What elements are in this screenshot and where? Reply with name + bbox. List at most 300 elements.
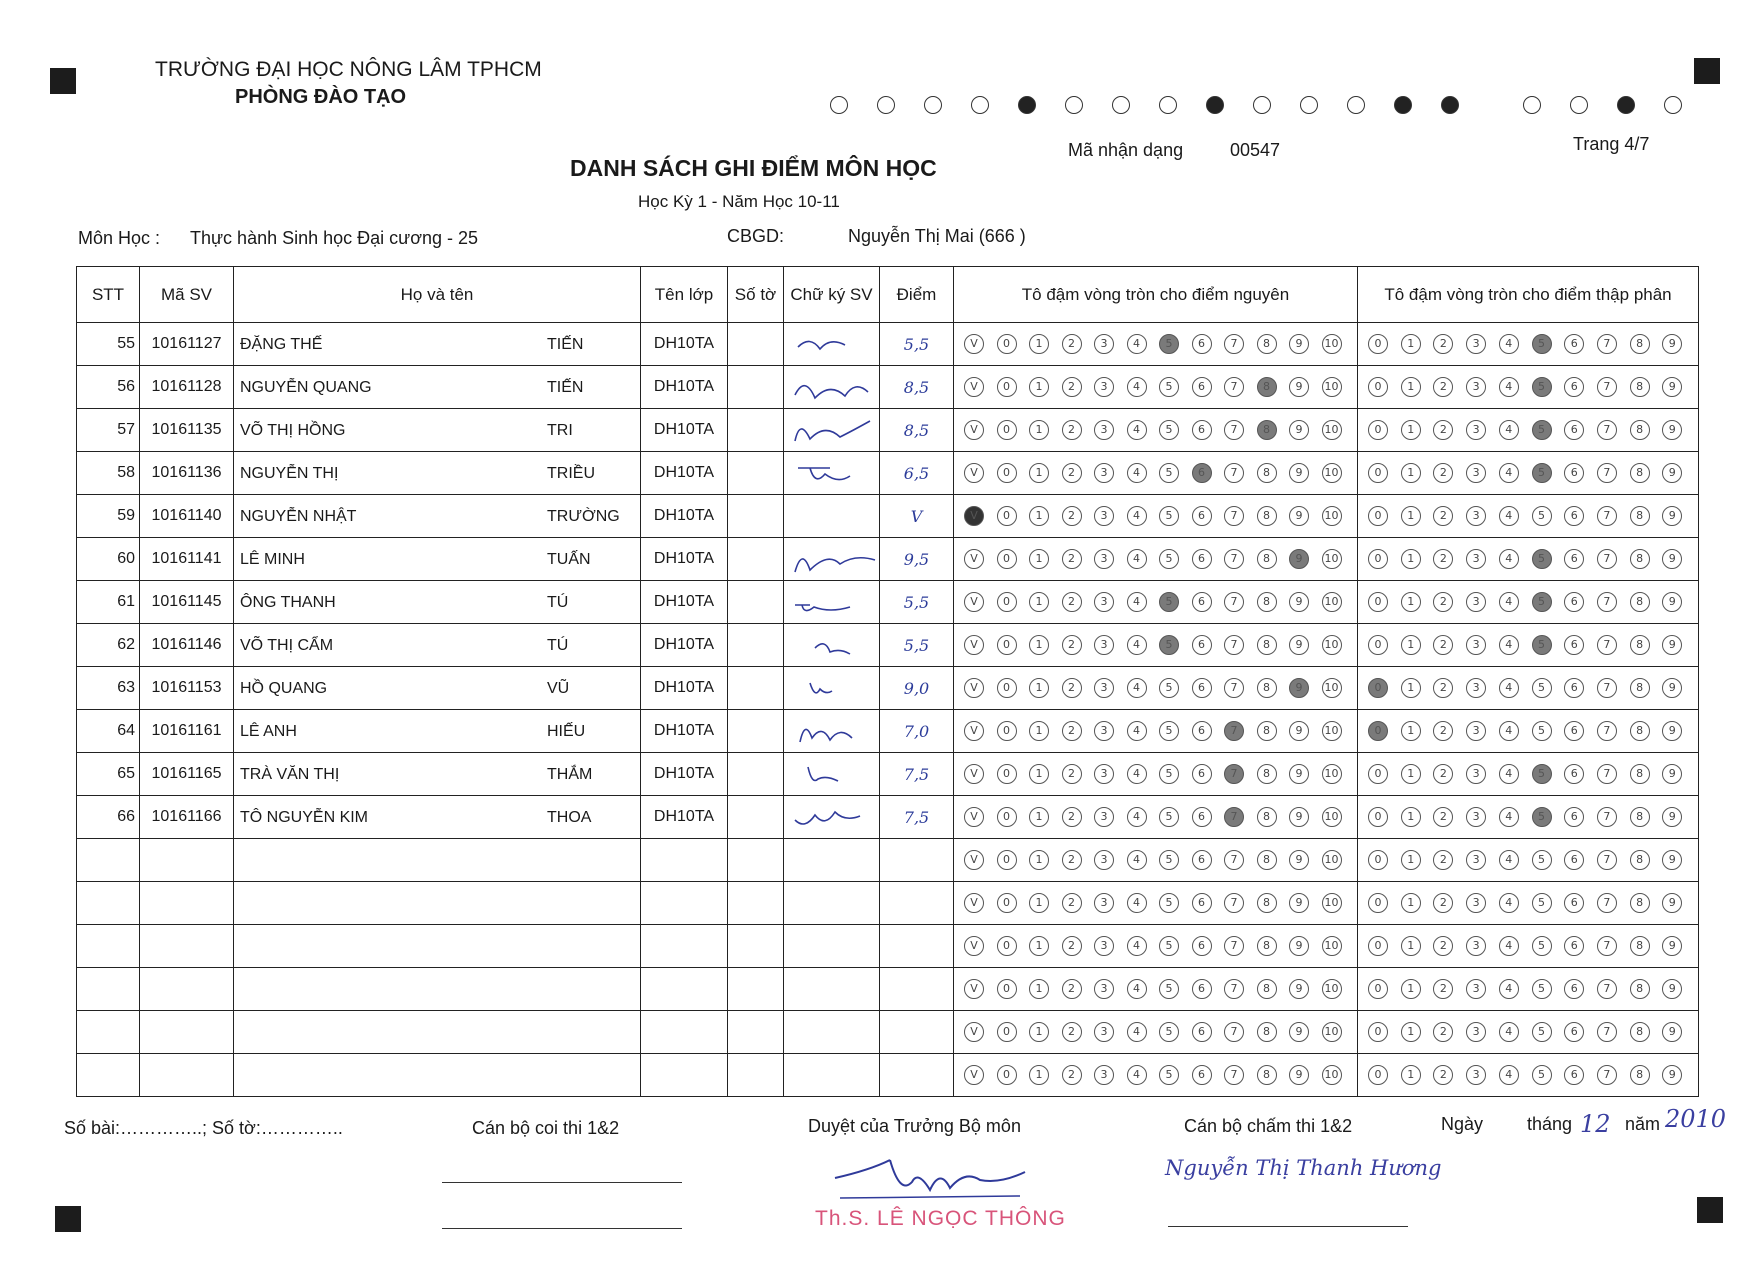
integer-bubble[interactable]: 6	[1192, 936, 1212, 956]
integer-bubble[interactable]: 6	[1192, 979, 1212, 999]
decimal-bubble[interactable]: 4	[1499, 893, 1519, 913]
integer-bubble[interactable]: 6	[1192, 1022, 1212, 1042]
integer-bubble[interactable]: 3	[1094, 1022, 1114, 1042]
integer-bubble[interactable]: 3	[1094, 506, 1114, 526]
integer-bubble[interactable]: 0	[997, 506, 1017, 526]
integer-bubble[interactable]: 1	[1029, 764, 1049, 784]
decimal-bubble[interactable]: 3	[1466, 592, 1486, 612]
decimal-bubble[interactable]: 2	[1433, 850, 1453, 870]
integer-bubble[interactable]: 6	[1192, 850, 1212, 870]
integer-bubble[interactable]: 2	[1062, 850, 1082, 870]
integer-bubble[interactable]: 1	[1029, 334, 1049, 354]
decimal-bubble[interactable]: 9	[1662, 850, 1682, 870]
integer-bubble[interactable]: 4	[1127, 1065, 1147, 1085]
decimal-bubble[interactable]: 2	[1433, 592, 1453, 612]
integer-bubble[interactable]: 10	[1322, 463, 1342, 483]
integer-bubble[interactable]: 4	[1127, 592, 1147, 612]
integer-bubble[interactable]: 9	[1289, 506, 1309, 526]
integer-bubble[interactable]: 8	[1257, 334, 1277, 354]
integer-bubble[interactable]: V	[964, 334, 984, 354]
decimal-bubble[interactable]: 6	[1564, 850, 1584, 870]
decimal-bubble[interactable]: 1	[1401, 893, 1421, 913]
decimal-bubble[interactable]: 8	[1630, 721, 1650, 741]
decimal-bubble[interactable]: 8	[1630, 850, 1650, 870]
integer-bubble[interactable]: 5	[1159, 936, 1179, 956]
integer-bubble[interactable]: 1	[1029, 420, 1049, 440]
decimal-bubble[interactable]: 7	[1597, 635, 1617, 655]
integer-bubble[interactable]: 2	[1062, 764, 1082, 784]
integer-bubble[interactable]: 8	[1257, 936, 1277, 956]
decimal-bubble[interactable]: 9	[1662, 463, 1682, 483]
integer-bubble[interactable]: 0	[997, 936, 1017, 956]
integer-bubble[interactable]: 4	[1127, 721, 1147, 741]
integer-bubble[interactable]: 3	[1094, 850, 1114, 870]
decimal-bubble[interactable]: 2	[1433, 1065, 1453, 1085]
integer-bubble[interactable]: 9	[1289, 979, 1309, 999]
decimal-bubble[interactable]: 6	[1564, 334, 1584, 354]
integer-bubble[interactable]: 3	[1094, 1065, 1114, 1085]
integer-bubble[interactable]: 4	[1127, 635, 1147, 655]
decimal-bubble[interactable]: 8	[1630, 549, 1650, 569]
decimal-bubble[interactable]: 9	[1662, 807, 1682, 827]
decimal-bubble[interactable]: 0	[1368, 549, 1388, 569]
integer-bubble[interactable]: 5	[1159, 635, 1179, 655]
integer-bubble[interactable]: 9	[1289, 420, 1309, 440]
decimal-bubble[interactable]: 8	[1630, 506, 1650, 526]
decimal-bubble[interactable]: 2	[1433, 549, 1453, 569]
decimal-bubble[interactable]: 0	[1368, 635, 1388, 655]
integer-bubble[interactable]: 5	[1159, 807, 1179, 827]
decimal-bubble[interactable]: 7	[1597, 506, 1617, 526]
decimal-bubble[interactable]: 1	[1401, 549, 1421, 569]
integer-bubble[interactable]: 5	[1159, 850, 1179, 870]
integer-bubble[interactable]: 0	[997, 592, 1017, 612]
decimal-bubble[interactable]: 4	[1499, 420, 1519, 440]
integer-bubble[interactable]: 4	[1127, 1022, 1147, 1042]
decimal-bubble[interactable]: 4	[1499, 807, 1519, 827]
decimal-bubble[interactable]: 1	[1401, 377, 1421, 397]
decimal-bubble[interactable]: 3	[1466, 678, 1486, 698]
integer-bubble[interactable]: 1	[1029, 463, 1049, 483]
decimal-bubble[interactable]: 1	[1401, 635, 1421, 655]
decimal-bubble[interactable]: 1	[1401, 592, 1421, 612]
integer-bubble[interactable]: 7	[1224, 1065, 1244, 1085]
decimal-bubble[interactable]: 6	[1564, 506, 1584, 526]
decimal-bubble[interactable]: 0	[1368, 592, 1388, 612]
decimal-bubble[interactable]: 5	[1532, 635, 1552, 655]
integer-bubble[interactable]: 5	[1159, 678, 1179, 698]
decimal-bubble[interactable]: 5	[1532, 678, 1552, 698]
integer-bubble[interactable]: 7	[1224, 420, 1244, 440]
integer-bubble[interactable]: 4	[1127, 764, 1147, 784]
integer-bubble[interactable]: 10	[1322, 1022, 1342, 1042]
decimal-bubble[interactable]: 3	[1466, 334, 1486, 354]
integer-bubble[interactable]: V	[964, 850, 984, 870]
decimal-bubble[interactable]: 5	[1532, 893, 1552, 913]
integer-bubble[interactable]: 7	[1224, 721, 1244, 741]
integer-bubble[interactable]: 7	[1224, 592, 1244, 612]
integer-bubble[interactable]: 8	[1257, 1022, 1277, 1042]
integer-bubble[interactable]: V	[964, 807, 984, 827]
integer-bubble[interactable]: 3	[1094, 807, 1114, 827]
integer-bubble[interactable]: 3	[1094, 936, 1114, 956]
decimal-bubble[interactable]: 8	[1630, 1022, 1650, 1042]
integer-bubble[interactable]: 6	[1192, 721, 1212, 741]
integer-bubble[interactable]: 10	[1322, 506, 1342, 526]
integer-bubble[interactable]: 7	[1224, 979, 1244, 999]
decimal-bubble[interactable]: 8	[1630, 334, 1650, 354]
decimal-bubble[interactable]: 9	[1662, 764, 1682, 784]
decimal-bubble[interactable]: 7	[1597, 592, 1617, 612]
decimal-bubble[interactable]: 1	[1401, 420, 1421, 440]
integer-bubble[interactable]: 0	[997, 678, 1017, 698]
decimal-bubble[interactable]: 8	[1630, 463, 1650, 483]
integer-bubble[interactable]: 8	[1257, 979, 1277, 999]
decimal-bubble[interactable]: 2	[1433, 936, 1453, 956]
integer-bubble[interactable]: 5	[1159, 893, 1179, 913]
integer-bubble[interactable]: 1	[1029, 678, 1049, 698]
decimal-bubble[interactable]: 0	[1368, 893, 1388, 913]
integer-bubble[interactable]: 2	[1062, 678, 1082, 698]
integer-bubble[interactable]: 1	[1029, 1065, 1049, 1085]
integer-bubble[interactable]: 0	[997, 1065, 1017, 1085]
integer-bubble[interactable]: 0	[997, 549, 1017, 569]
integer-bubble[interactable]: 0	[997, 979, 1017, 999]
decimal-bubble[interactable]: 4	[1499, 721, 1519, 741]
integer-bubble[interactable]: V	[964, 506, 984, 526]
decimal-bubble[interactable]: 0	[1368, 979, 1388, 999]
integer-bubble[interactable]: 9	[1289, 592, 1309, 612]
decimal-bubble[interactable]: 5	[1532, 420, 1552, 440]
integer-bubble[interactable]: 1	[1029, 1022, 1049, 1042]
decimal-bubble[interactable]: 0	[1368, 1065, 1388, 1085]
integer-bubble[interactable]: 2	[1062, 420, 1082, 440]
decimal-bubble[interactable]: 6	[1564, 463, 1584, 483]
decimal-bubble[interactable]: 0	[1368, 678, 1388, 698]
integer-bubble[interactable]: 3	[1094, 463, 1114, 483]
integer-bubble[interactable]: 8	[1257, 463, 1277, 483]
integer-bubble[interactable]: V	[964, 1022, 984, 1042]
decimal-bubble[interactable]: 4	[1499, 635, 1519, 655]
integer-bubble[interactable]: 7	[1224, 764, 1244, 784]
decimal-bubble[interactable]: 4	[1499, 463, 1519, 483]
integer-bubble[interactable]: 7	[1224, 334, 1244, 354]
integer-bubble[interactable]: 7	[1224, 936, 1244, 956]
integer-bubble[interactable]: 3	[1094, 592, 1114, 612]
decimal-bubble[interactable]: 7	[1597, 936, 1617, 956]
integer-bubble[interactable]: 10	[1322, 850, 1342, 870]
integer-bubble[interactable]: 6	[1192, 463, 1212, 483]
integer-bubble[interactable]: 4	[1127, 420, 1147, 440]
integer-bubble[interactable]: 6	[1192, 506, 1212, 526]
decimal-bubble[interactable]: 3	[1466, 807, 1486, 827]
decimal-bubble[interactable]: 8	[1630, 635, 1650, 655]
integer-bubble[interactable]: V	[964, 635, 984, 655]
decimal-bubble[interactable]: 0	[1368, 936, 1388, 956]
integer-bubble[interactable]: 0	[997, 635, 1017, 655]
integer-bubble[interactable]: 10	[1322, 721, 1342, 741]
decimal-bubble[interactable]: 5	[1532, 592, 1552, 612]
decimal-bubble[interactable]: 2	[1433, 463, 1453, 483]
integer-bubble[interactable]: 4	[1127, 850, 1147, 870]
integer-bubble[interactable]: 2	[1062, 936, 1082, 956]
decimal-bubble[interactable]: 5	[1532, 463, 1552, 483]
integer-bubble[interactable]: 10	[1322, 377, 1342, 397]
integer-bubble[interactable]: 1	[1029, 377, 1049, 397]
integer-bubble[interactable]: 5	[1159, 592, 1179, 612]
decimal-bubble[interactable]: 8	[1630, 936, 1650, 956]
decimal-bubble[interactable]: 8	[1630, 807, 1650, 827]
integer-bubble[interactable]: 3	[1094, 979, 1114, 999]
decimal-bubble[interactable]: 4	[1499, 764, 1519, 784]
integer-bubble[interactable]: 4	[1127, 549, 1147, 569]
decimal-bubble[interactable]: 6	[1564, 721, 1584, 741]
integer-bubble[interactable]: 8	[1257, 807, 1277, 827]
decimal-bubble[interactable]: 5	[1532, 721, 1552, 741]
integer-bubble[interactable]: 7	[1224, 678, 1244, 698]
integer-bubble[interactable]: 6	[1192, 377, 1212, 397]
decimal-bubble[interactable]: 7	[1597, 979, 1617, 999]
integer-bubble[interactable]: 9	[1289, 721, 1309, 741]
decimal-bubble[interactable]: 3	[1466, 893, 1486, 913]
integer-bubble[interactable]: 2	[1062, 334, 1082, 354]
decimal-bubble[interactable]: 3	[1466, 549, 1486, 569]
decimal-bubble[interactable]: 1	[1401, 1022, 1421, 1042]
decimal-bubble[interactable]: 9	[1662, 334, 1682, 354]
integer-bubble[interactable]: V	[964, 678, 984, 698]
decimal-bubble[interactable]: 3	[1466, 377, 1486, 397]
decimal-bubble[interactable]: 2	[1433, 377, 1453, 397]
decimal-bubble[interactable]: 0	[1368, 1022, 1388, 1042]
decimal-bubble[interactable]: 5	[1532, 764, 1552, 784]
integer-bubble[interactable]: 9	[1289, 764, 1309, 784]
integer-bubble[interactable]: 3	[1094, 764, 1114, 784]
decimal-bubble[interactable]: 4	[1499, 592, 1519, 612]
integer-bubble[interactable]: 10	[1322, 893, 1342, 913]
decimal-bubble[interactable]: 4	[1499, 1022, 1519, 1042]
integer-bubble[interactable]: 2	[1062, 807, 1082, 827]
integer-bubble[interactable]: 6	[1192, 893, 1212, 913]
decimal-bubble[interactable]: 6	[1564, 979, 1584, 999]
decimal-bubble[interactable]: 8	[1630, 764, 1650, 784]
decimal-bubble[interactable]: 4	[1499, 334, 1519, 354]
decimal-bubble[interactable]: 8	[1630, 893, 1650, 913]
integer-bubble[interactable]: 10	[1322, 592, 1342, 612]
integer-bubble[interactable]: 9	[1289, 807, 1309, 827]
decimal-bubble[interactable]: 9	[1662, 678, 1682, 698]
decimal-bubble[interactable]: 9	[1662, 893, 1682, 913]
integer-bubble[interactable]: 0	[997, 807, 1017, 827]
integer-bubble[interactable]: 0	[997, 420, 1017, 440]
integer-bubble[interactable]: 7	[1224, 1022, 1244, 1042]
decimal-bubble[interactable]: 3	[1466, 506, 1486, 526]
integer-bubble[interactable]: 10	[1322, 678, 1342, 698]
decimal-bubble[interactable]: 1	[1401, 463, 1421, 483]
integer-bubble[interactable]: 3	[1094, 334, 1114, 354]
decimal-bubble[interactable]: 5	[1532, 936, 1552, 956]
integer-bubble[interactable]: 4	[1127, 678, 1147, 698]
integer-bubble[interactable]: 1	[1029, 506, 1049, 526]
decimal-bubble[interactable]: 8	[1630, 1065, 1650, 1085]
decimal-bubble[interactable]: 2	[1433, 506, 1453, 526]
integer-bubble[interactable]: 5	[1159, 420, 1179, 440]
decimal-bubble[interactable]: 1	[1401, 979, 1421, 999]
integer-bubble[interactable]: 6	[1192, 592, 1212, 612]
integer-bubble[interactable]: 10	[1322, 764, 1342, 784]
integer-bubble[interactable]: 0	[997, 721, 1017, 741]
decimal-bubble[interactable]: 7	[1597, 807, 1617, 827]
integer-bubble[interactable]: V	[964, 377, 984, 397]
integer-bubble[interactable]: 2	[1062, 1022, 1082, 1042]
decimal-bubble[interactable]: 9	[1662, 936, 1682, 956]
integer-bubble[interactable]: 4	[1127, 506, 1147, 526]
integer-bubble[interactable]: 9	[1289, 678, 1309, 698]
integer-bubble[interactable]: 4	[1127, 334, 1147, 354]
decimal-bubble[interactable]: 6	[1564, 893, 1584, 913]
decimal-bubble[interactable]: 7	[1597, 463, 1617, 483]
integer-bubble[interactable]: 6	[1192, 1065, 1212, 1085]
integer-bubble[interactable]: V	[964, 420, 984, 440]
integer-bubble[interactable]: 5	[1159, 463, 1179, 483]
integer-bubble[interactable]: 7	[1224, 635, 1244, 655]
decimal-bubble[interactable]: 3	[1466, 721, 1486, 741]
decimal-bubble[interactable]: 1	[1401, 850, 1421, 870]
decimal-bubble[interactable]: 2	[1433, 979, 1453, 999]
decimal-bubble[interactable]: 2	[1433, 1022, 1453, 1042]
integer-bubble[interactable]: 6	[1192, 807, 1212, 827]
integer-bubble[interactable]: 10	[1322, 807, 1342, 827]
integer-bubble[interactable]: 5	[1159, 979, 1179, 999]
integer-bubble[interactable]: 0	[997, 764, 1017, 784]
decimal-bubble[interactable]: 5	[1532, 1065, 1552, 1085]
decimal-bubble[interactable]: 7	[1597, 1022, 1617, 1042]
integer-bubble[interactable]: 0	[997, 377, 1017, 397]
integer-bubble[interactable]: 2	[1062, 506, 1082, 526]
decimal-bubble[interactable]: 1	[1401, 807, 1421, 827]
integer-bubble[interactable]: 1	[1029, 721, 1049, 741]
integer-bubble[interactable]: 7	[1224, 893, 1244, 913]
integer-bubble[interactable]: V	[964, 1065, 984, 1085]
decimal-bubble[interactable]: 0	[1368, 764, 1388, 784]
integer-bubble[interactable]: 9	[1289, 936, 1309, 956]
integer-bubble[interactable]: 1	[1029, 807, 1049, 827]
decimal-bubble[interactable]: 1	[1401, 936, 1421, 956]
decimal-bubble[interactable]: 7	[1597, 334, 1617, 354]
decimal-bubble[interactable]: 4	[1499, 549, 1519, 569]
decimal-bubble[interactable]: 4	[1499, 506, 1519, 526]
decimal-bubble[interactable]: 7	[1597, 377, 1617, 397]
decimal-bubble[interactable]: 2	[1433, 334, 1453, 354]
decimal-bubble[interactable]: 8	[1630, 420, 1650, 440]
integer-bubble[interactable]: 7	[1224, 807, 1244, 827]
integer-bubble[interactable]: 9	[1289, 635, 1309, 655]
integer-bubble[interactable]: 7	[1224, 850, 1244, 870]
integer-bubble[interactable]: 4	[1127, 377, 1147, 397]
integer-bubble[interactable]: 4	[1127, 893, 1147, 913]
integer-bubble[interactable]: 2	[1062, 463, 1082, 483]
integer-bubble[interactable]: V	[964, 463, 984, 483]
integer-bubble[interactable]: 4	[1127, 463, 1147, 483]
integer-bubble[interactable]: 9	[1289, 1065, 1309, 1085]
integer-bubble[interactable]: 0	[997, 463, 1017, 483]
decimal-bubble[interactable]: 6	[1564, 1065, 1584, 1085]
decimal-bubble[interactable]: 1	[1401, 334, 1421, 354]
decimal-bubble[interactable]: 9	[1662, 592, 1682, 612]
decimal-bubble[interactable]: 4	[1499, 936, 1519, 956]
integer-bubble[interactable]: 10	[1322, 549, 1342, 569]
integer-bubble[interactable]: 7	[1224, 549, 1244, 569]
decimal-bubble[interactable]: 5	[1532, 850, 1552, 870]
decimal-bubble[interactable]: 5	[1532, 377, 1552, 397]
integer-bubble[interactable]: 10	[1322, 979, 1342, 999]
decimal-bubble[interactable]: 9	[1662, 506, 1682, 526]
decimal-bubble[interactable]: 2	[1433, 678, 1453, 698]
integer-bubble[interactable]: 9	[1289, 334, 1309, 354]
integer-bubble[interactable]: 9	[1289, 549, 1309, 569]
integer-bubble[interactable]: 2	[1062, 1065, 1082, 1085]
integer-bubble[interactable]: 10	[1322, 420, 1342, 440]
integer-bubble[interactable]: 10	[1322, 635, 1342, 655]
integer-bubble[interactable]: 1	[1029, 850, 1049, 870]
decimal-bubble[interactable]: 3	[1466, 764, 1486, 784]
decimal-bubble[interactable]: 7	[1597, 678, 1617, 698]
decimal-bubble[interactable]: 0	[1368, 463, 1388, 483]
decimal-bubble[interactable]: 6	[1564, 807, 1584, 827]
decimal-bubble[interactable]: 0	[1368, 721, 1388, 741]
decimal-bubble[interactable]: 9	[1662, 721, 1682, 741]
decimal-bubble[interactable]: 1	[1401, 764, 1421, 784]
integer-bubble[interactable]: 3	[1094, 893, 1114, 913]
integer-bubble[interactable]: 9	[1289, 377, 1309, 397]
integer-bubble[interactable]: 10	[1322, 334, 1342, 354]
integer-bubble[interactable]: 4	[1127, 807, 1147, 827]
decimal-bubble[interactable]: 3	[1466, 420, 1486, 440]
integer-bubble[interactable]: 4	[1127, 979, 1147, 999]
decimal-bubble[interactable]: 8	[1630, 592, 1650, 612]
decimal-bubble[interactable]: 9	[1662, 1022, 1682, 1042]
decimal-bubble[interactable]: 3	[1466, 1065, 1486, 1085]
decimal-bubble[interactable]: 1	[1401, 506, 1421, 526]
decimal-bubble[interactable]: 6	[1564, 420, 1584, 440]
integer-bubble[interactable]: 3	[1094, 420, 1114, 440]
integer-bubble[interactable]: 10	[1322, 1065, 1342, 1085]
integer-bubble[interactable]: 1	[1029, 979, 1049, 999]
integer-bubble[interactable]: 8	[1257, 893, 1277, 913]
integer-bubble[interactable]: 0	[997, 893, 1017, 913]
decimal-bubble[interactable]: 7	[1597, 549, 1617, 569]
decimal-bubble[interactable]: 9	[1662, 635, 1682, 655]
integer-bubble[interactable]: 3	[1094, 721, 1114, 741]
integer-bubble[interactable]: V	[964, 592, 984, 612]
decimal-bubble[interactable]: 6	[1564, 764, 1584, 784]
integer-bubble[interactable]: 5	[1159, 549, 1179, 569]
integer-bubble[interactable]: 0	[997, 1022, 1017, 1042]
decimal-bubble[interactable]: 3	[1466, 463, 1486, 483]
decimal-bubble[interactable]: 7	[1597, 1065, 1617, 1085]
integer-bubble[interactable]: 2	[1062, 635, 1082, 655]
integer-bubble[interactable]: 0	[997, 334, 1017, 354]
decimal-bubble[interactable]: 7	[1597, 721, 1617, 741]
decimal-bubble[interactable]: 5	[1532, 1022, 1552, 1042]
decimal-bubble[interactable]: 3	[1466, 850, 1486, 870]
integer-bubble[interactable]: 5	[1159, 721, 1179, 741]
integer-bubble[interactable]: V	[964, 893, 984, 913]
integer-bubble[interactable]: 6	[1192, 334, 1212, 354]
integer-bubble[interactable]: 8	[1257, 549, 1277, 569]
decimal-bubble[interactable]: 4	[1499, 850, 1519, 870]
decimal-bubble[interactable]: 0	[1368, 850, 1388, 870]
decimal-bubble[interactable]: 3	[1466, 1022, 1486, 1042]
